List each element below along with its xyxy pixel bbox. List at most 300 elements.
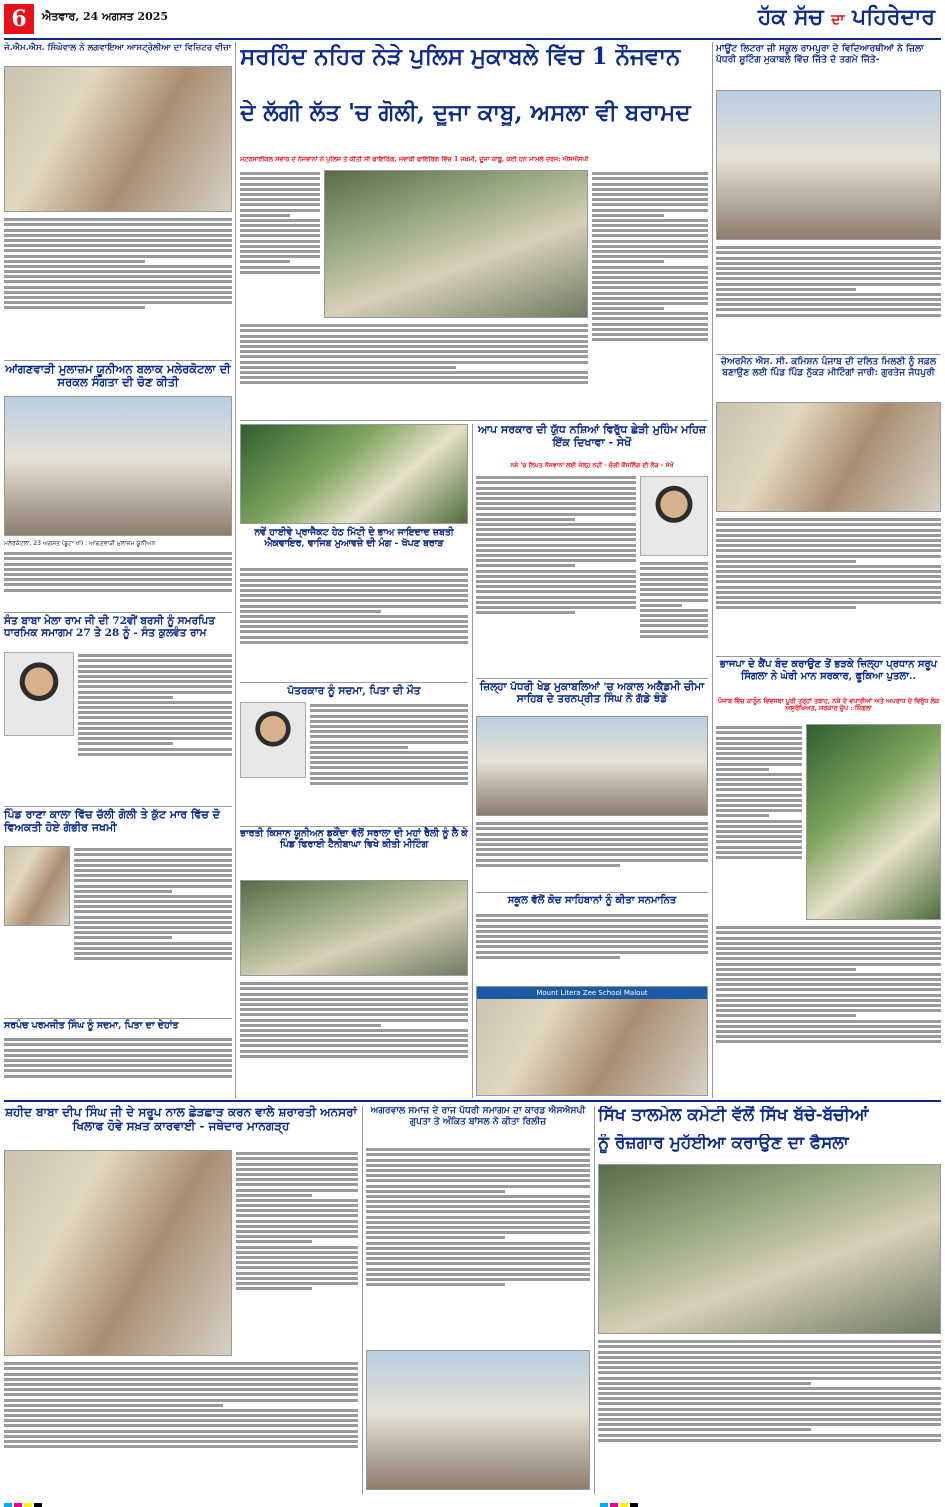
- text-line: [716, 257, 941, 260]
- text-line: [4, 270, 232, 273]
- text-line: [476, 848, 708, 851]
- text-line: [4, 244, 232, 247]
- masthead-part-2: ਦਾ: [831, 12, 845, 28]
- text-line: [78, 732, 232, 735]
- text-line: [716, 293, 941, 296]
- text-line: [476, 945, 708, 948]
- text-line: [592, 286, 708, 289]
- text-line: [240, 1029, 468, 1032]
- text-line: [4, 1367, 358, 1370]
- text-line: [240, 993, 468, 996]
- text-line: [240, 255, 320, 258]
- col-rule-1: [235, 42, 236, 1098]
- text-line: [310, 751, 468, 754]
- text-line: [716, 591, 941, 594]
- rule: [4, 806, 232, 807]
- text-line: [240, 219, 320, 222]
- dalit-body: [716, 516, 941, 652]
- text-line: [310, 777, 468, 780]
- text-line: [592, 271, 708, 274]
- text-line: [716, 794, 802, 797]
- text-line: [310, 704, 468, 707]
- text-line: [310, 730, 468, 733]
- text-line: [592, 209, 708, 212]
- text-line: [592, 297, 708, 300]
- text-line: [716, 778, 802, 781]
- text-line: [240, 198, 320, 201]
- aap-body: [476, 474, 636, 674]
- text-line: [4, 1445, 358, 1448]
- text-line: [74, 910, 232, 913]
- text-line: [716, 303, 941, 306]
- text-line: [4, 583, 232, 586]
- text-line: [716, 937, 941, 940]
- bottom-rule: [4, 1100, 941, 1102]
- text-line: [476, 528, 636, 531]
- text-line: [716, 298, 941, 301]
- text-line: [716, 963, 941, 966]
- aggarwal-photo: [366, 1350, 590, 1490]
- text-line: [476, 940, 708, 943]
- text-line: [310, 735, 468, 738]
- rule: [4, 612, 232, 613]
- lead-subhead: ਮੋਟਰਸਾਈਕਲ ਸਵਾਰ ਦੋ ਨੌਜਵਾਨਾਂ ਨੇ ਪੁਲਿਸ ਤੇ ਕੀਤੀ ਸੀ ਫਾਇਰਿੰਗ, ਜਵਾਬੀ ਫਾਇਰਿੰਗ ਵਿੱਚ 1 ਜਖ਼ਮੀ, ਦੂਜਾ ਕਾਬੂ, ਕਈ ਹਨ ਮਾਮਲੇ ਦਰਜ: ਐਸਐਸਪੀ: [240, 156, 589, 163]
- text-line: [4, 291, 232, 294]
- magenta-swatch: [610, 1503, 618, 1507]
- text-line: [592, 281, 708, 284]
- text-line: [4, 218, 232, 221]
- dalit-headline: ਚੇਅਰਮੈਨ ਐਸ. ਸੀ. ਕਮਿਸ਼ਨ ਪੰਜਾਬ ਦੀ ਦਲਿਤ ਮਿਲਣੀ ਨੂੰ ਸਫ਼ਲ ਬਣਾਉਣ ਲਈ ਪਿੰਡ ਪਿੰਡ ਨੁੱਕੜ ਮੀਟਿੰਗਾਂ ਜਾਰੀ: ਗੁਰਤੇਜ ਜੋਧਪੁਰੀ: [720, 356, 937, 378]
- text-line: [476, 513, 636, 516]
- text-line: [366, 1159, 590, 1162]
- text-line: [640, 573, 708, 576]
- text-line: [4, 265, 232, 268]
- text-line: [716, 570, 941, 573]
- text-line: [236, 1235, 358, 1238]
- text-line: [598, 1345, 941, 1348]
- text-line: [240, 584, 468, 587]
- text-line: [4, 1388, 358, 1391]
- kisan-headline: ਭਾਰਤੀ ਕਿਸਾਨ ਯੂਨੀਅਨ ਡਕੌਂਦਾ ਵੱਲੋਂ ਸਰਾਲਾ ਦੀ ਮਹਾਂ ਰੈਲੀ ਨੂੰ ਲੈ ਕੇ ਪਿੰਡ ਫਿਰਾਈ ਟੈਨੀਬਾਘਾ ਵਿਖੇ ਕੀਤੀ ਮੀਟਿੰਗ: [240, 828, 468, 850]
- text-line: [716, 1020, 941, 1023]
- text-line: [716, 1030, 941, 1033]
- text-line: [366, 1195, 590, 1198]
- visa-photo: [4, 66, 232, 212]
- text-line: [592, 219, 708, 222]
- text-line: [716, 288, 856, 291]
- text-line: [716, 534, 941, 537]
- text-line: [240, 573, 468, 576]
- text-line: [366, 1226, 590, 1229]
- text-line: [78, 691, 232, 694]
- text-line: [716, 988, 941, 991]
- text-line: [236, 1220, 358, 1223]
- text-line: [240, 183, 320, 186]
- text-line: [598, 1439, 941, 1442]
- kisan-photo: [240, 880, 468, 976]
- text-line: [240, 266, 320, 269]
- text-line: [592, 183, 708, 186]
- text-line: [4, 589, 232, 592]
- coach-headline: ਸਕੂਲ ਵੱਲੋਂ ਕੋਚ ਸਾਹਿਬਾਨਾਂ ਨੂੰ ਕੀਤਾ ਸਨਮਾਨਿਤ: [507, 895, 677, 906]
- text-line: [476, 859, 708, 862]
- text-line: [240, 1039, 468, 1042]
- text-line: [366, 1236, 505, 1239]
- text-line: [4, 260, 145, 263]
- text-line: [236, 1230, 358, 1233]
- text-line: [4, 1404, 223, 1407]
- text-line: [640, 619, 708, 622]
- text-line: [78, 706, 232, 709]
- text-line: [310, 725, 468, 728]
- text-line: [716, 814, 769, 817]
- text-line: [236, 1240, 312, 1243]
- text-line: [716, 262, 941, 265]
- text-line: [240, 329, 588, 332]
- aggarwal-headline: ਅਗਰਵਾਲ ਸਮਾਜ ਦੇ ਰਾਜ ਪੱਧਰੀ ਸਮਾਗਮ ਦਾ ਕਾਰਡ ਐਸਐਸਪੀ ਗੁਪਤਾ ਤੇ ਅੰਕਿਤ ਬਾਂਸਲ ਨੇ ਕੀਤਾ ਰਿਲੀਜ਼: [370, 1105, 586, 1127]
- text-line: [716, 968, 856, 971]
- text-line: [716, 737, 802, 740]
- text-line: [640, 609, 708, 612]
- mount-litera-body: [716, 244, 941, 350]
- text-line: [366, 1174, 590, 1177]
- text-line: [4, 1430, 358, 1433]
- text-line: [716, 835, 802, 838]
- text-line: [716, 596, 941, 599]
- text-line: [240, 381, 588, 384]
- text-line: [716, 830, 802, 833]
- text-line: [640, 614, 708, 617]
- text-line: [4, 563, 232, 566]
- text-line: [476, 544, 636, 547]
- sarpanch-headline: ਸਰਪੰਚ ਪਰਮਜੀਤ ਸਿੰਘ ਨੂੰ ਸਦਮਾ, ਪਿਤਾ ਦਾ ਦੇਹਾਂਤ: [4, 1020, 179, 1031]
- text-line: [716, 768, 769, 771]
- malerkotla-dateline: ਮਲੇਰਕੋਟਲਾ, 23 ਅਗਸਤ (ਬੂਟਾ ਖਾਂ) : ਆਂਗਣਵਾੜੀ ਮੁਲਾਜ਼ਮ ਯੂਨੀਅਨ: [4, 540, 156, 547]
- text-line: [240, 615, 468, 618]
- text-line: [4, 1440, 358, 1443]
- text-line: [4, 249, 232, 252]
- text-line: [640, 599, 708, 602]
- text-line: [310, 766, 468, 769]
- page-number: 6: [4, 4, 34, 34]
- lead-photo: [324, 170, 588, 318]
- text-line: [240, 250, 320, 253]
- text-line: [310, 720, 468, 723]
- text-line: [4, 552, 232, 555]
- text-line: [4, 1049, 232, 1052]
- col-rule-2: [472, 424, 473, 1098]
- sikh-photo: [598, 1164, 941, 1334]
- text-line: [640, 624, 708, 627]
- magenta-swatch: [14, 1503, 22, 1507]
- text-line: [598, 1402, 941, 1405]
- text-line: [366, 1252, 590, 1255]
- text-line: [716, 747, 802, 750]
- text-line: [716, 752, 802, 755]
- text-line: [476, 575, 636, 578]
- text-line: [240, 605, 468, 608]
- text-line: [716, 931, 941, 934]
- text-line: [240, 1019, 468, 1022]
- text-line: [716, 277, 941, 280]
- text-line: [240, 224, 320, 227]
- text-line: [74, 916, 232, 919]
- mount-litera-photo: [716, 90, 941, 240]
- mount-litera-headline: ਮਾਊਂਟ ਲਿਟਰਾ ਜ਼ੀ ਸਕੂਲ ਰਾਮਪੁਰਾ ਦੇ ਵਿਦਿਆਰਥੀਆਂ ਨੇ ਜ਼ਿਲਾ ਪੱਧਰੀ ਸ਼ੂਟਿੰਗ ਮੁਕਾਬਲੇ ਵਿੱਚ ਜਿੱਤੇ ਦੋ ਤਗਮੇ ਜਿੱਤੇ-: [716, 43, 924, 65]
- text-line: [4, 1378, 358, 1381]
- khed-headline: ਜ਼ਿਲ੍ਹਾ ਪੱਧਰੀ ਖੇਡ ਮੁਕਾਬਲਿਆਂ 'ਚ ਅਕਾਲ ਅਕੈਡਮੀ ਚੀਮਾ ਸਾਹਿਬ ਦੇ ਤਰਨਪ੍ਰੀਤ ਸਿੰਘ ਨੇ ਗੱਡੇ ਝੰਡੇ: [479, 681, 705, 706]
- text-line: [240, 177, 320, 180]
- text-line: [716, 1035, 941, 1038]
- shaheed-body-2: [4, 1360, 358, 1490]
- text-line: [240, 579, 468, 582]
- text-line: [592, 302, 708, 305]
- text-line: [240, 188, 320, 191]
- text-line: [240, 636, 468, 639]
- text-line: [716, 856, 802, 859]
- text-line: [476, 585, 636, 588]
- text-line: [716, 846, 802, 849]
- text-line: [240, 610, 381, 613]
- text-line: [598, 1382, 811, 1385]
- text-line: [236, 1272, 358, 1275]
- text-line: [240, 172, 320, 175]
- text-line: [592, 260, 664, 263]
- text-line: [236, 1287, 312, 1290]
- rule: [240, 682, 468, 683]
- registration-marks-right: [600, 1496, 660, 1505]
- rule: [476, 678, 708, 679]
- text-line: [236, 1178, 358, 1181]
- text-line: [240, 234, 320, 237]
- text-line: [476, 853, 708, 856]
- text-line: [240, 594, 468, 597]
- text-line: [78, 675, 232, 678]
- text-line: [640, 562, 708, 565]
- text-line: [240, 240, 320, 243]
- text-line: [366, 1247, 590, 1250]
- text-line: [640, 604, 682, 607]
- text-line: [640, 635, 708, 638]
- text-line: [592, 240, 708, 243]
- text-line: [4, 1038, 232, 1041]
- text-line: [240, 1055, 468, 1058]
- text-line: [366, 1262, 590, 1265]
- col-rule-5: [594, 1106, 595, 1494]
- sekhon-portrait: [640, 476, 708, 556]
- text-line: [240, 229, 320, 232]
- text-line: [236, 1214, 358, 1217]
- text-line: [716, 994, 941, 997]
- coach-banner: Mount Litera Zee School Malout: [477, 987, 707, 999]
- text-line: [236, 1225, 358, 1228]
- shaheed-headline: ਸ਼ਹੀਦ ਬਾਬਾ ਦੀਪ ਸਿੰਘ ਜੀ ਦੇ ਸਰੂਪ ਨਾਲ ਛੇੜਛਾੜ ਕਰਨ ਵਾਲੇ ਸ਼ਰਾਰਤੀ ਅਨਸਰਾਂ ਖਿਲਾਫ ਹੋਵੇ ਸਖ਼ਤ ਕਾਰਵਾਈ - ਜਥੇਦਾਰ ਮਾਨਗੜ੍ਹ: [5, 1105, 357, 1133]
- text-line: [4, 578, 232, 581]
- text-line: [598, 1413, 941, 1416]
- text-line: [716, 726, 802, 729]
- yellow-swatch: [620, 1503, 628, 1507]
- text-line: [366, 1257, 590, 1260]
- text-line: [640, 578, 708, 581]
- text-line: [598, 1428, 811, 1431]
- text-line: [4, 1059, 232, 1062]
- rule: [476, 892, 708, 893]
- anganwadi-headline: ਆਂਗਣਵਾੜੀ ਮੁਲਾਜ਼ਮ ਯੂਨੀਅਨ ਬਲਾਕ ਮਲੇਰਕੋਟਲਾ ਦੀ ਸਰਕਲ ਸੰਗਤਾ ਦੀ ਚੋਣ ਕੀਤੀ: [5, 362, 231, 390]
- text-line: [78, 711, 232, 714]
- aap-headline: ਆਪ ਸਰਕਾਰ ਦੀ ਯੁੱਧ ਨਸ਼ਿਆਂ ਵਿਰੁੱਧ ਛੇੜੀ ਮੁਹਿੰਮ ਮਹਿਜ਼ ਇੱਕ ਦਿਖਾਵਾ - ਸੇਖੋਂ: [477, 423, 707, 449]
- bjp-body-2: [716, 924, 941, 1096]
- text-line: [716, 586, 941, 589]
- visa-body: [4, 216, 232, 356]
- text-line: [240, 1008, 468, 1011]
- text-line: [240, 371, 588, 374]
- text-line: [74, 905, 232, 908]
- patrakar-body: [310, 702, 468, 822]
- text-line: [236, 1266, 358, 1269]
- text-line: [476, 838, 708, 841]
- text-line: [310, 709, 468, 712]
- text-line: [366, 1221, 590, 1224]
- text-line: [366, 1268, 590, 1271]
- text-line: [74, 921, 232, 924]
- text-line: [4, 1043, 232, 1046]
- col-rule-4: [362, 1106, 363, 1494]
- text-line: [366, 1179, 590, 1182]
- pind-photo: [4, 846, 70, 926]
- text-line: [476, 596, 636, 599]
- text-line: [716, 283, 941, 286]
- text-line: [476, 833, 708, 836]
- bjp-body-1: [716, 724, 802, 920]
- text-line: [476, 580, 636, 583]
- text-line: [716, 308, 941, 311]
- text-line: [592, 229, 708, 232]
- text-line: [716, 783, 802, 786]
- text-line: [366, 1185, 590, 1188]
- text-line: [74, 874, 232, 877]
- text-line: [716, 973, 941, 976]
- text-line: [476, 925, 708, 928]
- text-line: [366, 1200, 590, 1203]
- lead-body-3: [240, 322, 588, 418]
- black-swatch: [34, 1503, 42, 1507]
- text-line: [716, 267, 941, 270]
- text-line: [716, 731, 802, 734]
- text-line: [366, 1190, 505, 1193]
- text-line: [476, 930, 708, 933]
- text-line: [716, 606, 856, 609]
- text-line: [476, 523, 636, 526]
- text-line: [236, 1152, 358, 1155]
- shaheed-body-1: [236, 1150, 358, 1356]
- yellow-swatch: [24, 1503, 32, 1507]
- text-line: [236, 1282, 358, 1285]
- text-line: [716, 763, 802, 766]
- text-line: [236, 1194, 312, 1197]
- text-line: [476, 507, 636, 510]
- text-line: [78, 654, 232, 657]
- text-line: [592, 250, 708, 253]
- text-line: [592, 333, 708, 336]
- text-line: [716, 246, 941, 249]
- text-line: [716, 560, 856, 563]
- text-line: [716, 1009, 941, 1012]
- text-line: [240, 260, 290, 263]
- text-line: [716, 529, 941, 532]
- text-line: [592, 338, 708, 341]
- aggarwal-body: [366, 1146, 590, 1346]
- text-line: [240, 350, 588, 353]
- black-swatch: [630, 1503, 638, 1507]
- lead-body-1: [240, 170, 320, 318]
- sikh-headline-2: ਨੂੰ ਰੋਜ਼ਗਾਰ ਮੁਹੱਈਆ ਕਰਾਉਣ ਦਾ ਫੈਸਲਾ: [598, 1134, 849, 1153]
- text-line: [640, 588, 708, 591]
- text-line: [78, 680, 232, 683]
- text-line: [236, 1204, 358, 1207]
- text-line: [592, 328, 708, 331]
- page-header: [0, 0, 945, 38]
- text-line: [240, 214, 290, 217]
- text-line: [310, 756, 468, 759]
- text-line: [598, 1423, 941, 1426]
- text-line: [476, 492, 636, 495]
- text-line: [240, 245, 320, 248]
- rule: [716, 656, 941, 657]
- text-line: [240, 987, 468, 990]
- text-line: [592, 317, 708, 320]
- text-line: [310, 761, 468, 764]
- text-line: [598, 1371, 941, 1374]
- text-line: [716, 544, 941, 547]
- text-line: [476, 843, 708, 846]
- dalit-photo: [716, 402, 941, 512]
- text-line: [236, 1209, 358, 1212]
- text-line: [640, 593, 708, 596]
- text-line: [4, 1409, 358, 1412]
- text-line: [592, 203, 708, 206]
- sant-baba-body: [78, 652, 232, 802]
- text-line: [716, 518, 941, 521]
- cyan-swatch: [600, 1503, 608, 1507]
- text-line: [592, 266, 708, 269]
- text-line: [716, 820, 802, 823]
- text-line: [716, 983, 941, 986]
- text-line: [236, 1277, 358, 1280]
- text-line: [598, 1351, 941, 1354]
- text-line: [240, 355, 588, 358]
- text-line: [592, 276, 708, 279]
- lead-headline-2: ਦੇ ਲੱਗੀ ਲੱਤ 'ਚ ਗੋਲੀ, ਦੂਜਾ ਕਾਬੂ, ਅਸਲਾ ਵੀ ਬਰਾਮਦ: [240, 100, 691, 126]
- text-line: [592, 323, 708, 326]
- text-line: [592, 172, 708, 175]
- text-line: [240, 1024, 381, 1027]
- text-line: [716, 851, 802, 854]
- text-line: [476, 864, 620, 867]
- text-line: [4, 1362, 358, 1365]
- text-line: [640, 583, 708, 586]
- text-line: [78, 716, 232, 719]
- text-line: [4, 234, 232, 237]
- text-line: [598, 1377, 941, 1380]
- text-line: [716, 1004, 941, 1007]
- text-line: [598, 1361, 941, 1364]
- text-line: [240, 335, 588, 338]
- text-line: [592, 188, 708, 191]
- text-line: [366, 1148, 590, 1151]
- text-line: [236, 1251, 358, 1254]
- text-line: [716, 742, 802, 745]
- text-line: [716, 555, 941, 558]
